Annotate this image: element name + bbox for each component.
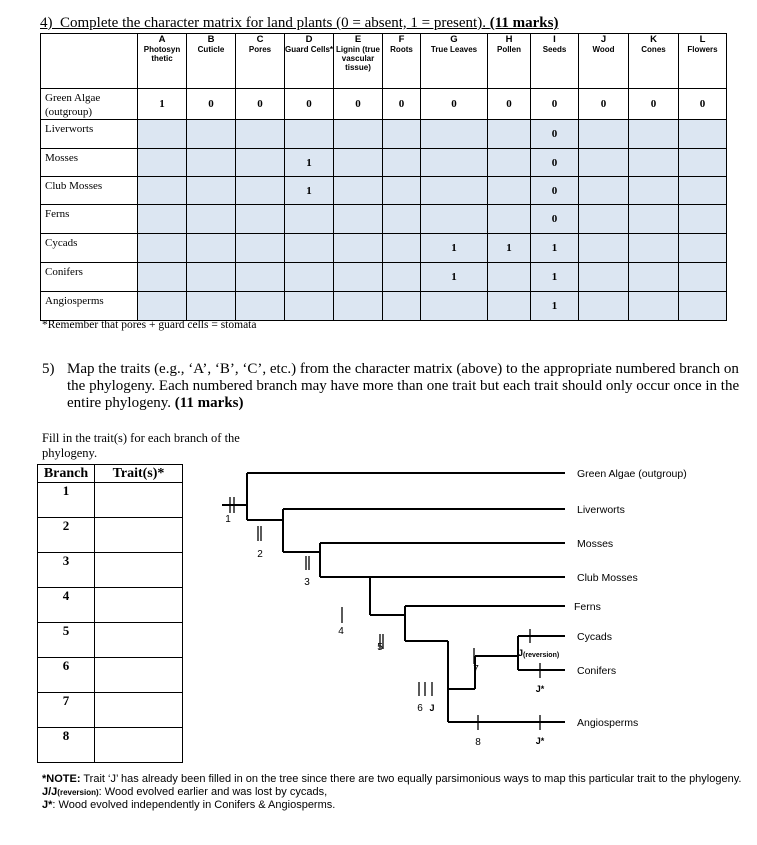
matrix-cell[interactable] bbox=[334, 120, 383, 149]
trait-header-d: D Guard Cells* bbox=[285, 34, 334, 89]
matrix-cell: 0 bbox=[421, 89, 488, 120]
character-matrix bbox=[40, 33, 727, 321]
matrix-cell[interactable] bbox=[383, 120, 421, 149]
branch-number: 5 bbox=[38, 623, 95, 658]
matrix-cell[interactable] bbox=[285, 120, 334, 149]
trait-header-g: G True Leaves bbox=[421, 34, 488, 89]
matrix-cell[interactable] bbox=[236, 149, 285, 177]
taxon-label: Liverworts bbox=[577, 504, 625, 516]
matrix-cell[interactable] bbox=[138, 177, 187, 205]
matrix-cell[interactable] bbox=[679, 263, 727, 292]
matrix-cell[interactable] bbox=[138, 120, 187, 149]
matrix-cell[interactable]: 1 bbox=[285, 149, 334, 177]
matrix-cell[interactable] bbox=[138, 263, 187, 292]
matrix-cell[interactable] bbox=[488, 263, 531, 292]
branch-number: 8 bbox=[38, 728, 95, 763]
branch-traits-input[interactable] bbox=[95, 553, 183, 588]
q4-number: 4) bbox=[40, 15, 53, 31]
matrix-cell[interactable] bbox=[334, 149, 383, 177]
taxon-name: Ferns bbox=[41, 205, 138, 234]
matrix-cell[interactable] bbox=[383, 205, 421, 234]
matrix-cell[interactable] bbox=[579, 177, 629, 205]
matrix-cell[interactable] bbox=[285, 205, 334, 234]
branch-label-1: 1 bbox=[225, 514, 231, 525]
taxon-label: Conifers bbox=[577, 665, 617, 677]
matrix-cell[interactable] bbox=[629, 120, 679, 149]
matrix-cell[interactable] bbox=[421, 120, 488, 149]
matrix-cell[interactable] bbox=[579, 205, 629, 234]
matrix-cell: 0 bbox=[679, 89, 727, 120]
matrix-cell[interactable] bbox=[334, 263, 383, 292]
branch-label-3: 3 bbox=[304, 577, 310, 588]
matrix-row bbox=[41, 149, 727, 177]
trait-header-j: J Wood bbox=[579, 34, 629, 89]
trait-header-i: I Seeds bbox=[531, 34, 579, 89]
matrix-cell[interactable] bbox=[334, 205, 383, 234]
taxon-name: Club Mosses bbox=[41, 177, 138, 205]
matrix-cell[interactable] bbox=[383, 263, 421, 292]
branch-number: 2 bbox=[38, 518, 95, 553]
matrix-cell[interactable] bbox=[285, 263, 334, 292]
matrix-cell[interactable] bbox=[138, 205, 187, 234]
matrix-cell: 0 bbox=[488, 89, 531, 120]
matrix-cell[interactable] bbox=[488, 177, 531, 205]
matrix-cell[interactable] bbox=[187, 263, 236, 292]
branch-traits-input[interactable] bbox=[95, 588, 183, 623]
matrix-cell[interactable] bbox=[187, 234, 236, 263]
branch-number: 6 bbox=[38, 658, 95, 693]
matrix-cell[interactable]: 0 bbox=[531, 177, 579, 205]
branch-label-2: 2 bbox=[257, 549, 263, 560]
branch-number: 3 bbox=[38, 553, 95, 588]
trait-header-l: L Flowers bbox=[679, 34, 727, 89]
matrix-cell: 0 bbox=[531, 89, 579, 120]
matrix-cell[interactable]: 0 bbox=[531, 149, 579, 177]
matrix-cell[interactable] bbox=[187, 205, 236, 234]
matrix-cell[interactable]: 1 bbox=[421, 234, 488, 263]
matrix-cell[interactable] bbox=[679, 292, 727, 321]
matrix-cell: 0 bbox=[285, 89, 334, 120]
matrix-cell[interactable] bbox=[138, 149, 187, 177]
matrix-cell[interactable]: 1 bbox=[531, 234, 579, 263]
matrix-cell[interactable] bbox=[334, 177, 383, 205]
matrix-cell[interactable] bbox=[488, 120, 531, 149]
matrix-row bbox=[41, 263, 727, 292]
matrix-row bbox=[41, 234, 727, 263]
matrix-cell[interactable] bbox=[285, 234, 334, 263]
taxon-label: Angiosperms bbox=[577, 717, 639, 729]
branch-traits-input[interactable] bbox=[95, 623, 183, 658]
taxon-label: Cycads bbox=[577, 631, 613, 643]
matrix-cell[interactable] bbox=[488, 149, 531, 177]
j-star-conifers-label: J* bbox=[535, 684, 545, 694]
trait-header-e: E Lignin (true vascular tissue) bbox=[334, 34, 383, 89]
matrix-cell[interactable] bbox=[579, 234, 629, 263]
matrix-cell[interactable] bbox=[421, 205, 488, 234]
branch-row bbox=[38, 518, 183, 553]
matrix-header-row bbox=[41, 34, 727, 89]
matrix-cell[interactable] bbox=[629, 149, 679, 177]
matrix-cell[interactable] bbox=[579, 263, 629, 292]
matrix-corner bbox=[41, 34, 138, 89]
matrix-cell[interactable] bbox=[383, 292, 421, 321]
q4-title bbox=[40, 15, 558, 32]
taxon-name: Cycads bbox=[41, 234, 138, 263]
matrix-cell[interactable] bbox=[138, 292, 187, 321]
matrix-cell[interactable] bbox=[679, 149, 727, 177]
branch-trait-table bbox=[37, 464, 183, 763]
taxon-name: Mosses bbox=[41, 149, 138, 177]
matrix-cell[interactable] bbox=[579, 120, 629, 149]
matrix-cell[interactable]: 0 bbox=[531, 120, 579, 149]
matrix-cell[interactable] bbox=[629, 177, 679, 205]
matrix-cell[interactable] bbox=[383, 149, 421, 177]
branch-traits-input[interactable] bbox=[95, 658, 183, 693]
matrix-cell[interactable] bbox=[187, 292, 236, 321]
taxon-label: Green Algae (outgroup) bbox=[577, 468, 687, 480]
matrix-cell[interactable] bbox=[187, 120, 236, 149]
branch-row bbox=[38, 553, 183, 588]
q5-text: Map the traits (e.g., ‘A’, ‘B’, ‘C’, etc.) from the character matrix (above) to the appropriate numbered branch on the phylogeny. Each numbered branch may have more than one trait but each trait should only occur once in the entire phylogeny. bbox=[67, 361, 740, 411]
matrix-cell[interactable]: 1 bbox=[285, 177, 334, 205]
branch-label-4: 4 bbox=[338, 626, 344, 637]
trait-header-c: C Pores bbox=[236, 34, 285, 89]
branch-traits-input[interactable] bbox=[95, 693, 183, 728]
matrix-cell: 0 bbox=[383, 89, 421, 120]
taxon-label: Mosses bbox=[577, 538, 614, 550]
matrix-cell[interactable] bbox=[629, 205, 679, 234]
note-line-3: J*: Wood evolved independently in Conifers & Angiosperms. bbox=[42, 799, 336, 811]
taxon-label: Ferns bbox=[574, 601, 601, 613]
branch-label-7: 7 bbox=[473, 664, 479, 675]
taxon-name: Liverworts bbox=[41, 120, 138, 149]
matrix-cell[interactable] bbox=[629, 292, 679, 321]
matrix-cell[interactable] bbox=[421, 149, 488, 177]
matrix-cell[interactable] bbox=[236, 234, 285, 263]
q5-marks: (11 marks) bbox=[174, 395, 244, 411]
taxon-name: Angiosperms bbox=[41, 292, 138, 321]
branch-number: 1 bbox=[38, 483, 95, 518]
matrix-cell[interactable] bbox=[488, 292, 531, 321]
branch-traits-input[interactable] bbox=[95, 728, 183, 763]
q4-title-text: Complete the character matrix for land plants (0 = absent, 1 = present). bbox=[60, 15, 486, 31]
branch-row bbox=[38, 693, 183, 728]
branch-row bbox=[38, 483, 183, 518]
taxon-name: Conifers bbox=[41, 263, 138, 292]
matrix-cell[interactable] bbox=[679, 120, 727, 149]
matrix-cell[interactable] bbox=[421, 292, 488, 321]
matrix-cell[interactable] bbox=[421, 177, 488, 205]
branch-row bbox=[38, 728, 183, 763]
matrix-row bbox=[41, 205, 727, 234]
branch-number: 4 bbox=[38, 588, 95, 623]
matrix-cell: 0 bbox=[334, 89, 383, 120]
q5-question bbox=[42, 361, 742, 412]
q5-number: 5) bbox=[42, 361, 55, 377]
j-label-branch-6: J bbox=[429, 703, 435, 713]
matrix-cell[interactable] bbox=[334, 234, 383, 263]
matrix-cell[interactable] bbox=[579, 292, 629, 321]
matrix-row bbox=[41, 292, 727, 321]
matrix-cell[interactable] bbox=[236, 177, 285, 205]
matrix-cell[interactable] bbox=[187, 177, 236, 205]
trait-header-f: F Roots bbox=[383, 34, 421, 89]
matrix-cell[interactable] bbox=[285, 292, 334, 321]
phylogeny-tree bbox=[200, 460, 740, 760]
matrix-cell[interactable]: 1 bbox=[421, 263, 488, 292]
matrix-row bbox=[41, 177, 727, 205]
matrix-cell[interactable] bbox=[629, 263, 679, 292]
matrix-row bbox=[41, 89, 727, 120]
matrix-cell[interactable] bbox=[383, 234, 421, 263]
matrix-cell[interactable]: 1 bbox=[531, 263, 579, 292]
branch-row bbox=[38, 588, 183, 623]
j-reversion-label: J(reversion) bbox=[518, 648, 560, 659]
branch-label-6: 6 bbox=[417, 703, 423, 714]
j-star-angiosperms-label: J* bbox=[535, 736, 545, 746]
branch-label-8: 8 bbox=[475, 737, 481, 748]
note-line-2: J/J(reversion): Wood evolved earlier and was lost by cycads, bbox=[42, 786, 328, 798]
matrix-cell[interactable] bbox=[138, 234, 187, 263]
matrix-cell[interactable] bbox=[236, 263, 285, 292]
matrix-cell: 0 bbox=[579, 89, 629, 120]
matrix-cell[interactable]: 1 bbox=[531, 292, 579, 321]
traits-header: Trait(s)* bbox=[95, 465, 183, 483]
matrix-cell[interactable] bbox=[679, 205, 727, 234]
matrix-cell[interactable] bbox=[679, 177, 727, 205]
matrix-cell[interactable] bbox=[236, 205, 285, 234]
matrix-cell[interactable] bbox=[579, 149, 629, 177]
matrix-cell: 0 bbox=[236, 89, 285, 120]
matrix-cell[interactable] bbox=[187, 149, 236, 177]
note-line-1: *NOTE: Trait ‘J’ has already been filled in on the tree since there are two equally parsimonious ways to map this particular trait to the phylogeny. bbox=[42, 773, 742, 785]
matrix-cell[interactable] bbox=[383, 177, 421, 205]
matrix-cell[interactable] bbox=[236, 292, 285, 321]
matrix-cell[interactable] bbox=[679, 234, 727, 263]
branch-traits-input[interactable] bbox=[95, 483, 183, 518]
matrix-cell: 1 bbox=[138, 89, 187, 120]
trait-header-a: A Photosyn thetic bbox=[138, 34, 187, 89]
taxon-label: Club Mosses bbox=[577, 572, 638, 584]
matrix-footnote: *Remember that pores + guard cells = stomata bbox=[42, 319, 257, 331]
trait-header-h: H Pollen bbox=[488, 34, 531, 89]
matrix-cell[interactable] bbox=[236, 120, 285, 149]
branch-label-5: 5 bbox=[377, 642, 383, 653]
branch-row bbox=[38, 658, 183, 693]
branch-header: Branch bbox=[38, 465, 95, 483]
matrix-cell[interactable] bbox=[488, 205, 531, 234]
trait-header-b: B Cuticle bbox=[187, 34, 236, 89]
matrix-cell: 0 bbox=[187, 89, 236, 120]
branch-traits-input[interactable] bbox=[95, 518, 183, 553]
matrix-row bbox=[41, 120, 727, 149]
matrix-cell[interactable]: 1 bbox=[488, 234, 531, 263]
matrix-cell: 0 bbox=[629, 89, 679, 120]
fillin-instruction: Fill in the trait(s) for each branch of the phylogeny. bbox=[42, 431, 240, 460]
branch-number: 7 bbox=[38, 693, 95, 728]
matrix-cell[interactable] bbox=[629, 234, 679, 263]
matrix-cell[interactable]: 0 bbox=[531, 205, 579, 234]
matrix-cell[interactable] bbox=[334, 292, 383, 321]
taxon-name: Green Algae (outgroup) bbox=[41, 89, 138, 120]
note-block bbox=[42, 773, 742, 812]
trait-header-k: K Cones bbox=[629, 34, 679, 89]
branch-row bbox=[38, 623, 183, 658]
q4-marks: (11 marks) bbox=[489, 15, 559, 31]
